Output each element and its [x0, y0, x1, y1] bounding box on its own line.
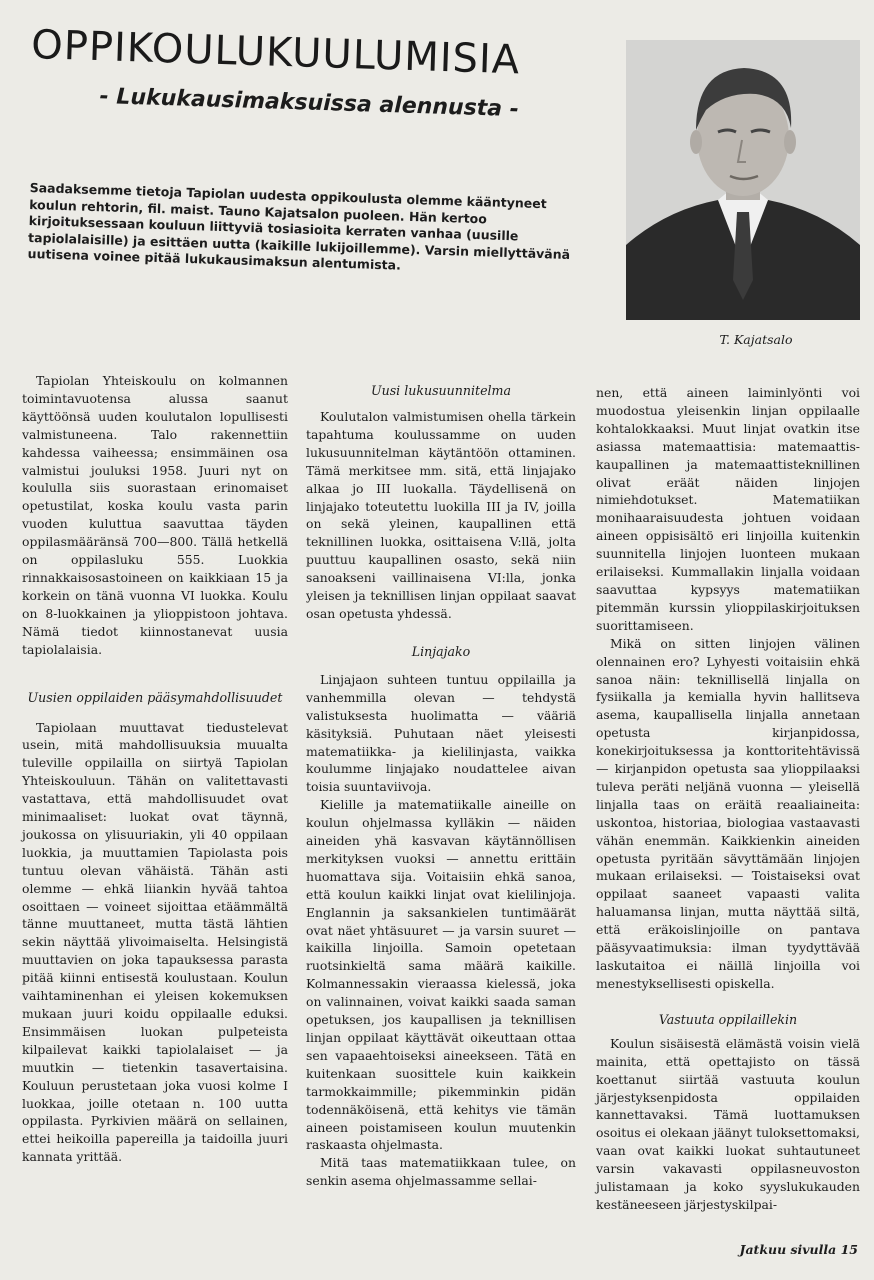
article-title: OPPIKOULUKUULUMISIA [30, 22, 521, 84]
paragraph: Tapiolan Yhteiskoulu on kolmannen toimintavuotensa alussa saanut käyttöönsä uuden koulutalon lopullisesti valmistuneena. Talo rakennettiin kahdessa vaiheessa; ensimmäinen osa valmistui jouluksi 1958. Juuri nyt on koululla siis suorastaan erinomaiset opetustilat, koska koulu vasta parin vuoden kuluttua saavuttaa täyden oppilasmääränsä 700—800. Tällä hetkellä on oppilasluku 555. Luokkia rinnakkaisosastoineen on kaikkiaan 15 ja korkein on tänä vuonna VI luokka. Koulu on 8-luokkainen ja ylioppistoon johtava. Nämä tiedot kiinnostanevat uusia tapiolalaisia. [22, 373, 288, 657]
paragraph: nen, että aineen laiminlyönti voi muodostua yleisenkin linjan oppilaalle kohtalokkaaksi. Muut linjat ovatkin itse asiassa matemaattisia: matemaattis-kaupallinen ja matemaattisteknillinen olivat eräät näiden linjojen nimiehdotukset. Matematiikan monihaaraisuudesta johtuen voidaan aineen oppisisältö eri linjoilla kuitenkin suunnitella linjojen luonteen mukaan erilaiseksi. Kummallakin linjalla voidaan saavuttaa kypsyys matematiikan pitemmän kurssin ylioppilaskirjoituksen suorittamiseen. [596, 385, 860, 633]
paragraph: Mitä taas matematiikkaan tulee, on senkin asema ohjelmassamme sellai- [306, 1155, 576, 1189]
column-1 [22, 372, 288, 1166]
article-subtitle: - Lukukausimaksuissa alennusta - [99, 84, 520, 123]
paragraph: Linjajaon suhteen tuntuu oppilailla ja vanhemmilla olevan — tehdystä valistuksesta huolimatta — vääriä käsityksiä. Puhutaan näet yleisesti matematiikka- ja kielilinjasta, vaikka koulumme linjajako noudattelee aivan toisia suuntaviivoja. [306, 671, 576, 795]
intro-paragraph: Saadaksemme tietoja Tapiolan uudesta oppikoulusta olemme kääntyneet koulun rehtorin, fil. maist. Tauno Kajatsalon puoleen. Hän kertoo kirjoituksessaan kouluun liittyviä tosiasioita kerraten vanhaa (uusille tapiolalaisille) ja esittäen uutta (kaikille lukijoillemme). Varsin miellyttävänä uutisena voinee pitää lukukausimaksun alentumista. [27, 180, 571, 273]
column-3 [596, 384, 860, 1214]
paragraph: Koulun sisäisestä elämästä voisin vielä mainita, että opettajisto on tässä koettanut siirtää vastuuta koulun järjestyksenpidosta oppilaiden kannettavaksi. Tämä luottamuksen osoitus ei olekaan jäänyt tuloksettomaksi, vaan ovat kaikki luokat suhtautuneet varsin vakavasti oppilasneuvoston julistamaan ja koko syyslukukauden kestäneeseen järjestyskilpai- [596, 1035, 860, 1212]
section-heading: Uusi lukusuunnitelma [370, 383, 512, 398]
portrait-illustration [626, 40, 860, 320]
paragraph: Mikä on sitten linjojen välinen olennainen ero? Lyhyesti voitaisiin ehkä sanoa näin: teknillisellä linjalla on fysiikalla ja kemialla hyvin hallitseva asema, kaupallisella linjalla annetaan opetusta kirjanpidossa, konekirjoituksessa ja konttoritehtävissä — kirjanpidon opetusta saa ylioppilaaksi tuleva peräti neljänä vuonna — yleisellä linjalla taas on eräitä reaaliaineita: uskontoa, historiaa, biologiaa vastaavasti vähän enemmän. Kaikkienkin aineiden opetusta pyritään sävyttämään linjojen mukaan erilaiseksi. — Toistaiseksi ovat oppilaat saaneet vapaasti valita haluamansa linjan, mutta näyttää siltä, että eräkoislinjoille on pantava pääsyvaatimuksia: ilman tyydyttävää laskutaitoa ei näillä linjoilla voi menestyksellisesti opiskella. [596, 635, 860, 991]
portrait-photo [626, 40, 860, 320]
photo-caption: T. Kajatsalo [719, 332, 793, 347]
column-2 [306, 382, 576, 1190]
paragraph: Tapiolaan muuttavat tiedustelevat usein, mitä mahdollisuuksia muualta tuleville oppilailla on siirtyä Tapiolan Yhteiskouluun. Tähän on valitettavasti vastattava, että mahdollisuudet ovat minimaaliset: luokat ovat täynnä, joukossa on ylisuuriakin, yli 40 oppilaan luokkia, ja muuttamien Tapiolasta pois tuntuu olevan vähäistä. Tähän asti olemme — ehkä liiankin hyvää tahtoa osoittaen — voineet sijoittaa etäämmältä tänne muuttaneet, mutta tästä lähtien sekin näyttää ylivoimaiselta. Helsingistä muuttavien on joka tapauksessa parasta pitää kiinni entisestä koulustaan. Koulun vaihtaminenhan ei yleisen kokemuksen mukaan juuri koidu oppilaalle eduksi. Ensimmäisen luokan pulpeteista kilpailevat kaikki tapiolalaiset — ja muutkin — tietenkin tasavertaisina. Kouluun perustetaan joka vuosi kolme I luokkaa, joille otetaan n. 100 uutta oppilasta. Pyrkivien määrä on sellainen, ettei heikoilla papereilla ja taidoilla juuri kannata yrittää. [22, 719, 288, 1165]
section-heading: Uusien oppilaiden pääsymahdollisuudet [27, 689, 283, 705]
continued-on-page-note: Jatkuu sivulla 15 [739, 1242, 858, 1257]
paragraph: Koulutalon valmistumisen ohella tärkein tapahtuma koulussamme on uuden lukusuunnitelman käytäntöön ottaminen. Tämä merkitsee mm. sitä, että linjajako alkaa jo III luokalla. Täydellisenä on linjajako toteutettu luokilla III ja IV, joilla on sekä yleinen, kaupallinen että teknillinen luokka, osittaisena V:llä, jolta puuttuu kaupallinen osasto, sekä niin sanoakseni vaillinaisena VI:lla, jonka yleisen ja teknillisen linjan oppilaat saavat osan opetusta yhdessä. [306, 409, 576, 621]
section-heading: Vastuuta oppilaillekin [658, 1011, 798, 1027]
section-heading: Linjajako [411, 643, 471, 659]
paragraph: Kielille ja matematiikalle aineille on koulun ohjelmassa kylläkin — näiden aineiden yhä kasvavan käytännöllisen merkityksen vuoksi — annettu erittäin huomattava sija. Voitaisiin ehkä sanoa, että koulun kaikki linjat ovat kielilinjoja. Englannin ja saksankielen tuntimäärät ovat näet yhtäsuuret — ja varsin suuret — kaikilla linjoilla. Samoin opetetaan ruotsinkieltä sama määrä kaikille. Kolmannessakin vieraassa kielessä, joka on valinnainen, voivat kaikki saada saman opetuksen, jos kaupallisen ja teknillisen linjan oppilaat käyttävät oikeuttaan ottaa sen vapaaehtoiseksi aineekseen. Tätä en kuitenkaan suosittele kuin kaikkein tarmokkaimmille; pikemminkin pidän todennäköisenä, että kehitys vie tämän aineen poistamiseen koulun muutenkin raskaasta ohjelmasta. [306, 797, 576, 1153]
